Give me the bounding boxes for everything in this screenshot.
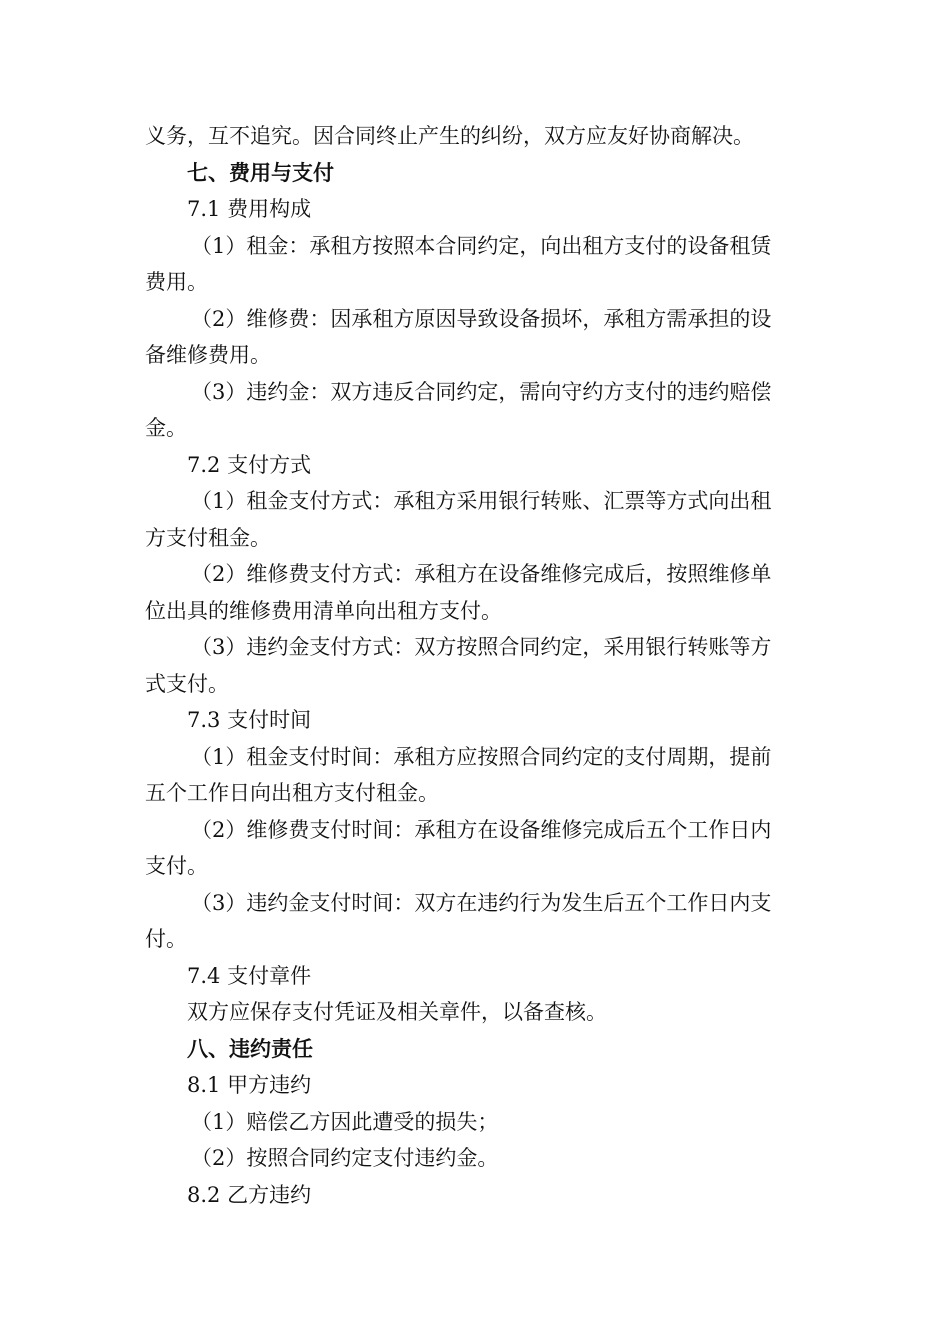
section-heading-8: 八、违约责任	[187, 1035, 313, 1061]
paragraph-line: 付。	[145, 927, 187, 951]
paragraph-line: （1）租金支付方式：承租方采用银行转账、汇票等方式向出租	[191, 489, 772, 513]
subsection-heading-8-2: 8.2 乙方违约	[187, 1182, 312, 1207]
list-item: （2）按照合同约定支付违约金。	[191, 1146, 499, 1170]
paragraph-line: （1）租金：承租方按照本合同约定，向出租方支付的设备租赁	[191, 233, 772, 258]
paragraph-line: （2）维修费支付时间：承租方在设备维修完成后五个工作日内	[191, 817, 772, 842]
paragraph-line: 方支付租金。	[145, 525, 271, 550]
subsection-heading-7-4: 7.4 支付章件	[187, 963, 312, 988]
list-item: （1）赔偿乙方因此遭受的损失；	[191, 1109, 499, 1134]
subsection-heading-7-2: 7.2 支付方式	[187, 452, 312, 477]
paragraph-line: （3）违约金支付方式：双方按照合同约定，采用银行转账等方	[191, 635, 772, 659]
paragraph-line: 式支付。	[145, 671, 229, 696]
paragraph-line: （2）维修费支付方式：承租方在设备维修完成后，按照维修单	[191, 562, 772, 586]
paragraph-line: （1）租金支付时间：承租方应按照合同约定的支付周期，提前	[191, 744, 772, 769]
section-heading-7: 七、费用与支付	[187, 159, 334, 185]
subsection-heading-7-1: 7.1 费用构成	[187, 197, 312, 221]
subsection-heading-8-1: 8.1 甲方违约	[187, 1073, 312, 1097]
paragraph-line: 双方应保存支付凭证及相关章件，以备查核。	[187, 1000, 607, 1024]
document-body	[145, 118, 807, 1213]
paragraph-line: 金。	[145, 416, 187, 440]
paragraph-line: （2）维修费：因承租方原因导致设备损坏，承租方需承担的设	[191, 306, 772, 331]
paragraph-continuation: 义务，互不追究。因合同终止产生的纠纷，双方应友好协商解决。	[145, 124, 754, 148]
paragraph-line: 支付。	[145, 854, 208, 878]
subsection-heading-7-3: 7.3 支付时间	[187, 708, 312, 732]
paragraph-line: 备维修费用。	[145, 343, 271, 367]
paragraph-line: 费用。	[145, 270, 208, 294]
paragraph-line: 五个工作日向出租方支付租金。	[145, 781, 439, 805]
paragraph-line: （3）违约金：双方违反合同约定，需向守约方支付的违约赔偿	[191, 379, 772, 404]
paragraph-line: （3）违约金支付时间：双方在违约行为发生后五个工作日内支	[191, 890, 772, 915]
paragraph-line: 位出具的维修费用清单向出租方支付。	[145, 598, 502, 623]
